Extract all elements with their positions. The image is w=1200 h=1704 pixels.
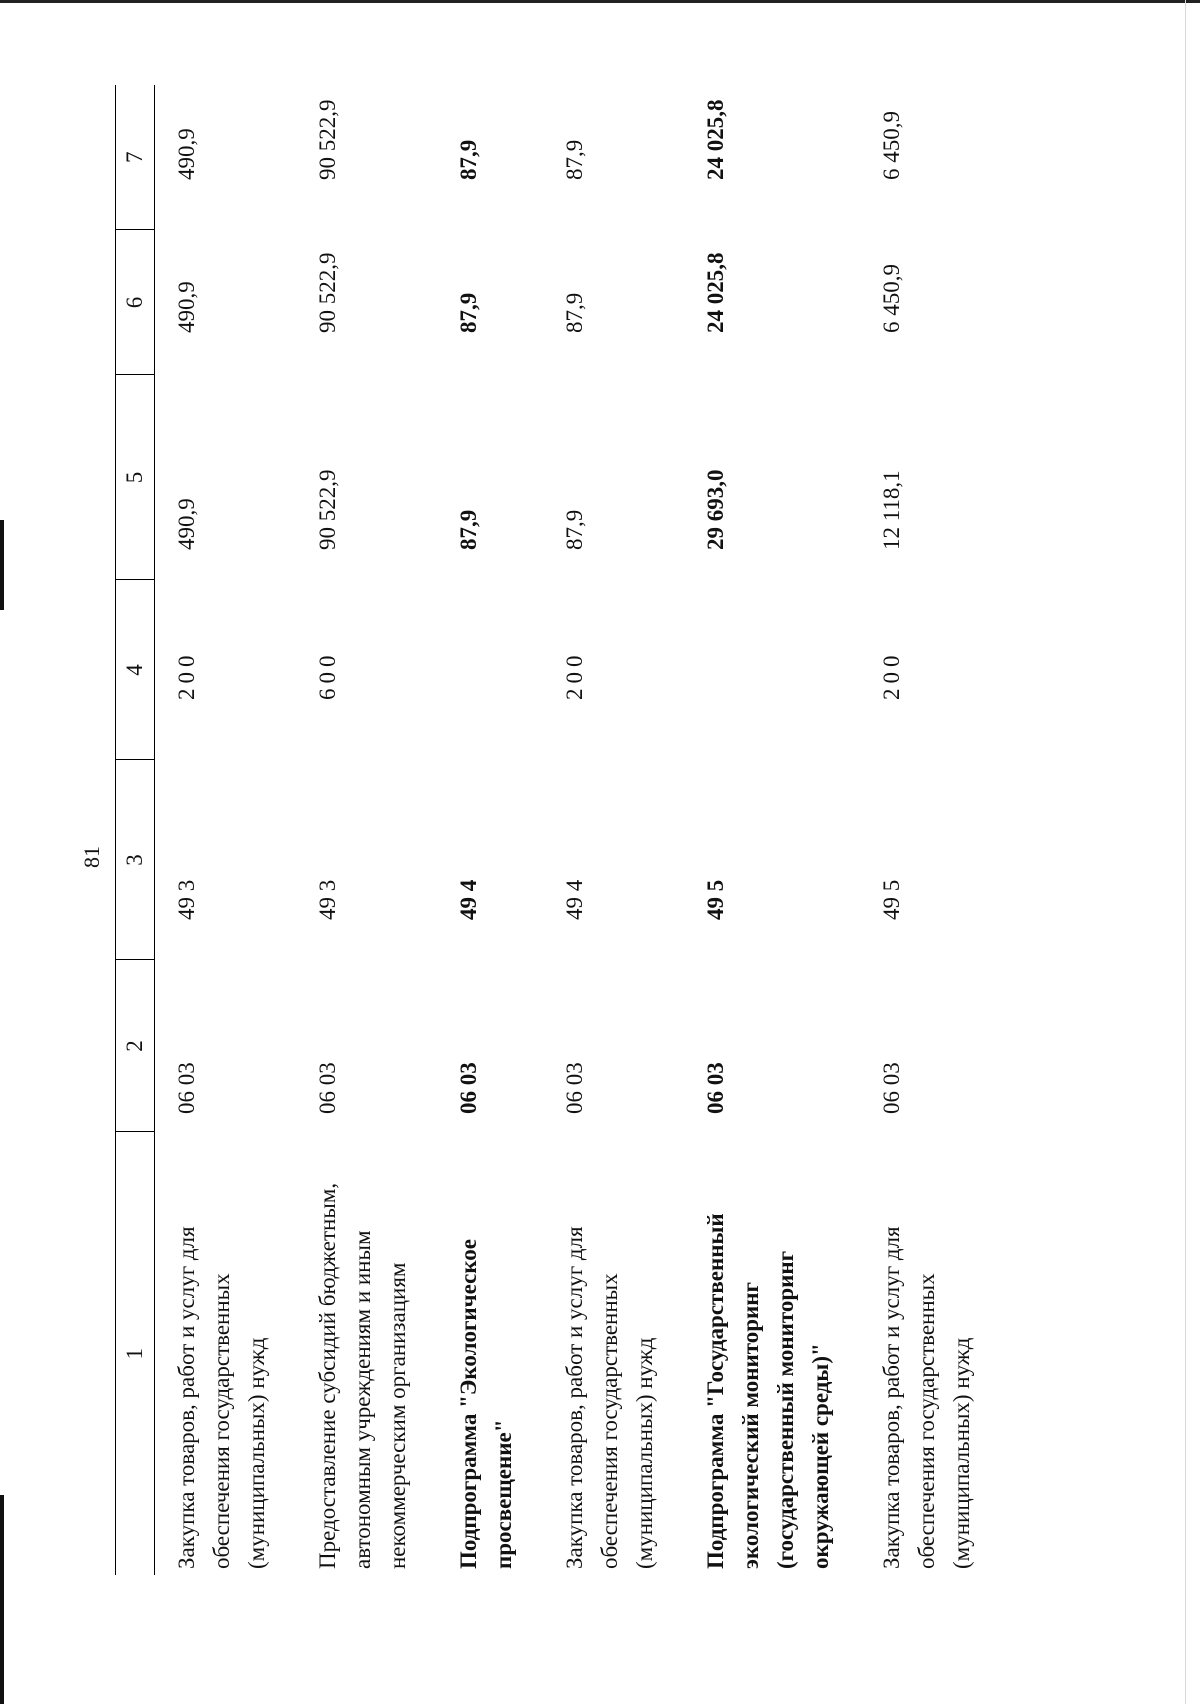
rotated-page bbox=[115, 85, 1160, 1575]
expense-type-cell: 200 bbox=[879, 650, 904, 700]
section-code-cell: 06 03 bbox=[315, 1062, 340, 1114]
section-code-cell: 06 03 bbox=[879, 1062, 904, 1114]
row-name-cell: Закупка товаров, работ и услуг для обеспечения государственных (муниципальных) нужд bbox=[879, 1226, 974, 1569]
table-row bbox=[860, 85, 1001, 1575]
value-cell-5: 90 522,9 bbox=[315, 469, 340, 550]
scan-edge-left bbox=[0, 520, 4, 610]
scan-edge-right bbox=[1185, 0, 1186, 1704]
value-cell-6: 87,9 bbox=[456, 292, 481, 333]
scan-edge-top bbox=[0, 0, 1200, 3]
target-code-cell: 49 5 bbox=[879, 879, 904, 920]
table-header-row bbox=[116, 85, 155, 1575]
expense-type-cell: 200 bbox=[174, 650, 199, 700]
value-cell-7: 490,9 bbox=[174, 128, 199, 180]
value-cell-6: 87,9 bbox=[562, 292, 587, 333]
column-header: 5 bbox=[116, 375, 155, 580]
expense-type-cell: 200 bbox=[562, 650, 587, 700]
page-number: 81 bbox=[79, 846, 104, 868]
value-cell-6: 90 522,9 bbox=[315, 252, 340, 333]
value-cell-5: 12 118,1 bbox=[879, 470, 904, 550]
target-code-cell: 49 3 bbox=[174, 879, 199, 920]
value-cell-5: 87,9 bbox=[456, 509, 481, 550]
expense-type-cell bbox=[684, 580, 860, 760]
column-header: 1 bbox=[116, 1132, 155, 1575]
column-header: 3 bbox=[116, 760, 155, 960]
value-cell-6: 490,9 bbox=[174, 281, 199, 333]
value-cell-7: 24 025,8 bbox=[703, 99, 728, 180]
value-cell-6: 6 450,9 bbox=[879, 264, 904, 333]
section-code-cell: 06 03 bbox=[562, 1062, 587, 1114]
column-header: 6 bbox=[116, 230, 155, 375]
expense-type-cell bbox=[437, 580, 543, 760]
target-code-cell: 49 3 bbox=[315, 879, 340, 920]
row-name-cell: Закупка товаров, работ и услуг для обеспечения государственных (муниципальных) нужд bbox=[562, 1226, 657, 1569]
row-name-cell: Закупка товаров, работ и услуг для обеспечения государственных (муниципальных) нужд bbox=[174, 1226, 269, 1569]
target-code-cell: 49 4 bbox=[562, 879, 587, 920]
section-code-cell: 06 03 bbox=[703, 1062, 728, 1114]
column-header: 2 bbox=[116, 960, 155, 1132]
table-row-subprogram bbox=[437, 85, 543, 1575]
row-name-cell: Подпрограмма "Государственный экологический мониторинг (государственный мониторинг окружающей среды)" bbox=[703, 1213, 833, 1569]
table-row-subprogram bbox=[684, 85, 860, 1575]
section-code-cell: 06 03 bbox=[174, 1062, 199, 1114]
budget-table bbox=[115, 85, 1001, 1575]
column-header: 4 bbox=[116, 580, 155, 760]
row-name-cell: Предоставление субсидий бюджетным, автономным учреждениям и иным некоммерческим организациям bbox=[315, 1182, 410, 1569]
scan-edge-left bbox=[0, 1495, 4, 1704]
value-cell-7: 6 450,9 bbox=[879, 111, 904, 180]
value-cell-7: 87,9 bbox=[456, 139, 481, 180]
section-code-cell: 06 03 bbox=[456, 1062, 481, 1114]
value-cell-5: 490,9 bbox=[174, 498, 199, 550]
value-cell-5: 29 693,0 bbox=[703, 469, 728, 550]
row-name-cell: Подпрограмма "Экологическое просвещение" bbox=[456, 1238, 516, 1569]
value-cell-6: 24 025,8 bbox=[703, 252, 728, 333]
value-cell-5: 87,9 bbox=[562, 509, 587, 550]
column-header: 7 bbox=[116, 85, 155, 230]
value-cell-7: 87,9 bbox=[562, 139, 587, 180]
table-row bbox=[155, 85, 297, 1575]
table-row bbox=[296, 85, 437, 1575]
value-cell-7: 90 522,9 bbox=[315, 99, 340, 180]
target-code-cell: 49 4 bbox=[456, 879, 481, 920]
expense-type-cell: 600 bbox=[315, 650, 340, 700]
target-code-cell: 49 5 bbox=[703, 879, 728, 920]
table-row bbox=[543, 85, 684, 1575]
